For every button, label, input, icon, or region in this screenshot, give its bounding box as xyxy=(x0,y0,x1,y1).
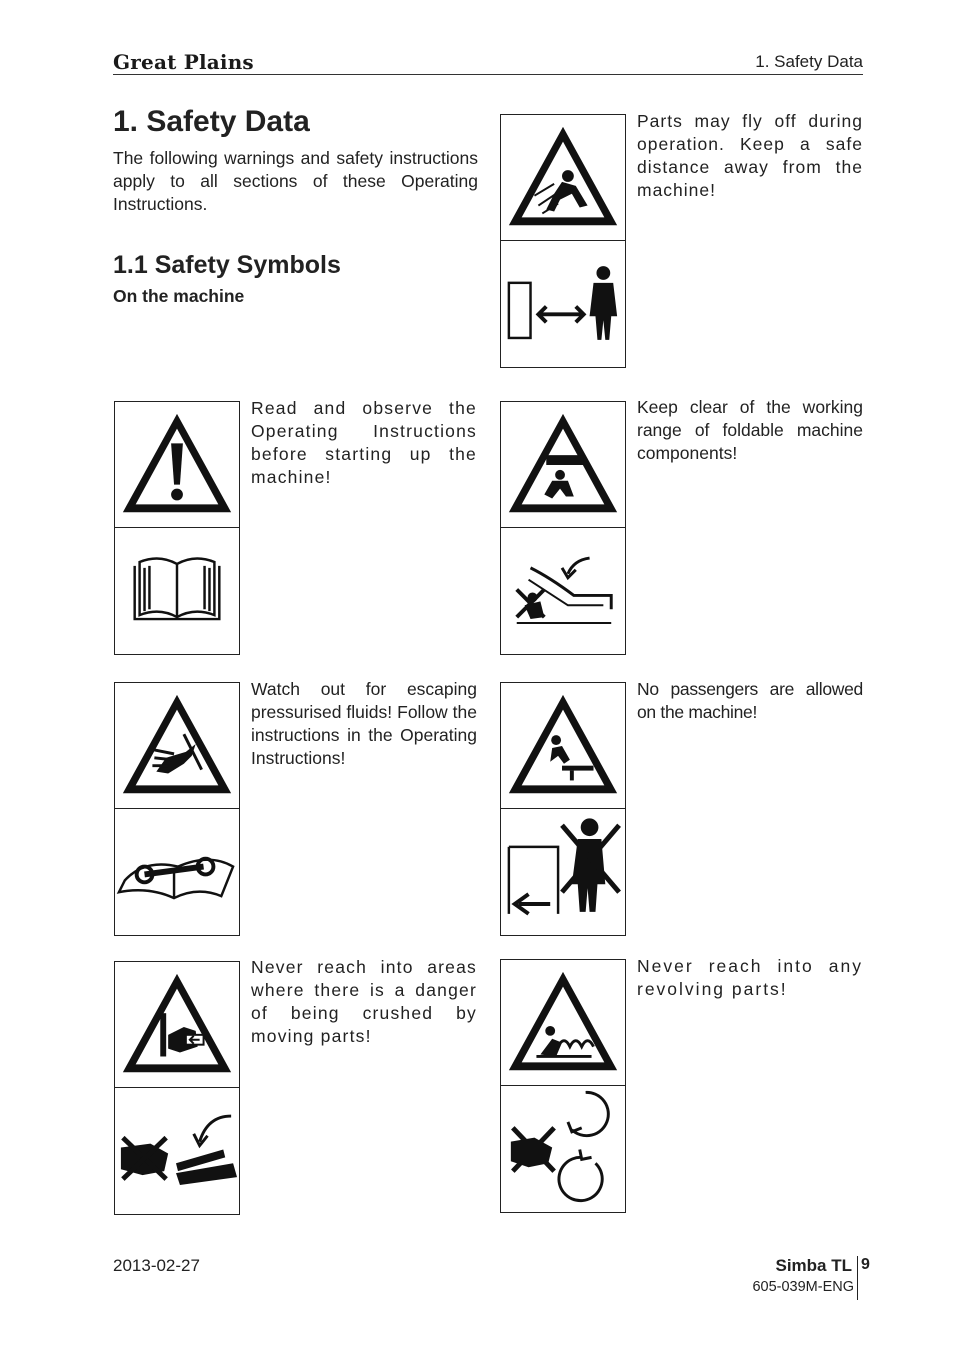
symbol-description: Watch out for escaping pressurised fluids! Follow the instructions in the Operating Instructions! xyxy=(251,679,477,768)
brand-logo: Great Plains xyxy=(113,50,254,74)
symbol-description: Parts may fly off during operation. Keep a safe distance away from the machine! xyxy=(637,111,863,200)
section-heading: 1.1 Safety Symbols xyxy=(113,251,341,279)
page-title: 1. Safety Data xyxy=(113,105,310,138)
safety-symbol-no-passengers xyxy=(500,682,626,936)
falling-load-warning-icon xyxy=(501,402,625,528)
hand-crush-warning-icon xyxy=(115,962,239,1088)
page-number: 9 xyxy=(861,1256,870,1273)
intro-paragraph: The following warnings and safety instructions apply to all sections of these Operating Instructions. xyxy=(113,148,478,214)
symbol-description: Never reach into areas where there is a danger of being crushed by moving parts! xyxy=(251,957,477,1046)
flying-parts-warning-icon xyxy=(501,115,625,241)
safety-symbol-read-manual xyxy=(114,401,240,655)
safety-symbol-pressurised-fluid xyxy=(114,682,240,936)
entanglement-warning-icon xyxy=(501,960,625,1086)
symbol-description: Keep clear of the working range of foldable machine components! xyxy=(637,397,863,463)
safety-symbol-flying-parts xyxy=(500,114,626,368)
no-hand-folding-part-icon xyxy=(115,1088,239,1214)
footer-product-name: Simba TL xyxy=(775,1256,852,1275)
document-number: 605-039M-ENG xyxy=(752,1279,854,1295)
safety-symbol-crushing xyxy=(114,961,240,1215)
safety-symbol-revolving-parts xyxy=(500,959,626,1213)
hand-fluid-jet-warning-icon xyxy=(115,683,239,809)
no-riding-icon xyxy=(501,809,625,935)
subsection-heading: On the machine xyxy=(113,286,245,306)
keep-distance-icon xyxy=(501,241,625,367)
manual-wrench-icon xyxy=(115,809,239,935)
header-rule xyxy=(113,74,863,75)
symbol-description: Never reach into any revolving parts! xyxy=(637,956,863,999)
symbol-description: No passengers are allowed on the machine! xyxy=(637,679,863,722)
running-header: 1. Safety Data xyxy=(755,52,863,71)
symbol-description: Read and observe the Operating Instructions before starting up the machine! xyxy=(251,398,477,487)
footer-date: 2013-02-27 xyxy=(113,1256,200,1275)
exclamation-warning-icon xyxy=(115,402,239,528)
safety-symbol-folding-parts xyxy=(500,401,626,655)
no-hand-rotating-parts-icon xyxy=(501,1086,625,1212)
open-book-icon xyxy=(115,528,239,654)
footer-divider xyxy=(857,1256,858,1300)
folding-wing-icon xyxy=(501,528,625,654)
falling-person-warning-icon xyxy=(501,683,625,809)
